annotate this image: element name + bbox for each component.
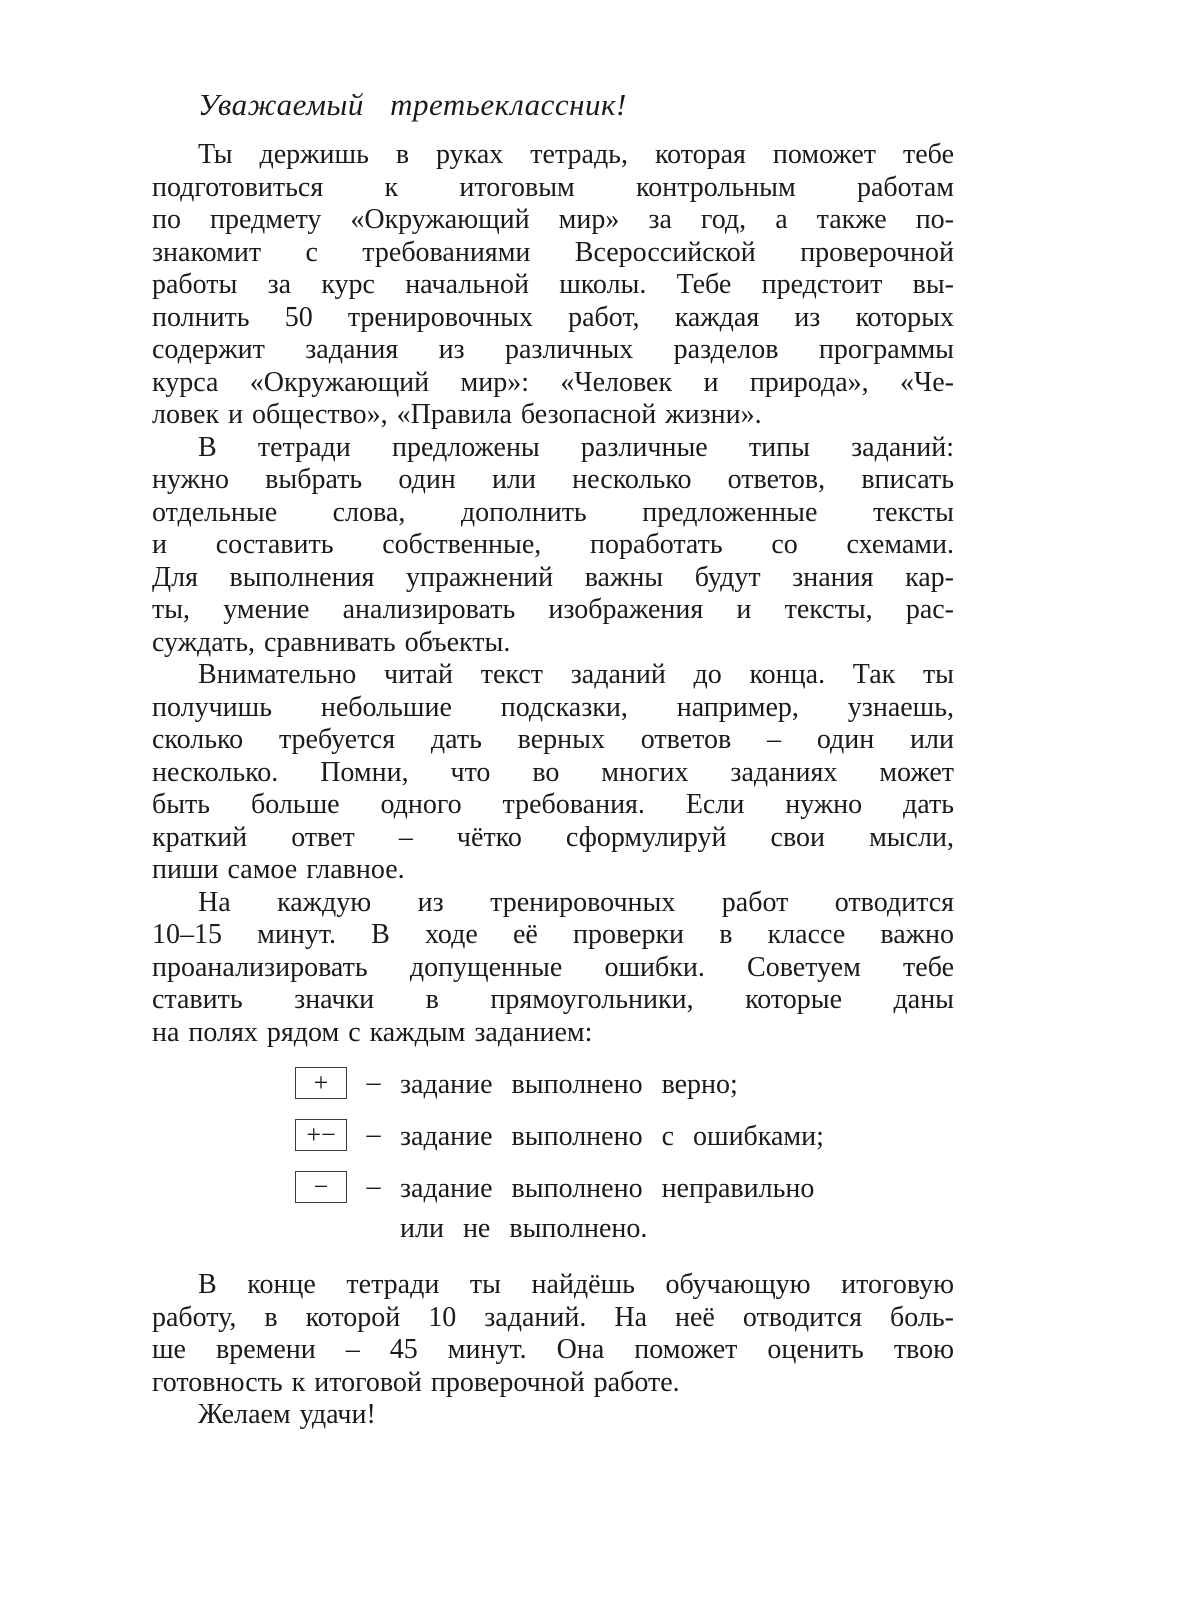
- mark-box: −: [295, 1171, 347, 1203]
- legend-text-line: задание выполнено неправильно: [400, 1173, 815, 1204]
- text-block: [152, 86, 954, 1432]
- text-line: краткий ответ – чётко сформулируй свои мысли,: [152, 821, 954, 853]
- paragraph: [152, 659, 954, 887]
- legend-text: [400, 1117, 824, 1157]
- legend-text-line: задание выполнено с ошибками;: [400, 1121, 824, 1152]
- text-line: содержит задания из различных разделов программы: [152, 334, 954, 365]
- content-sections: [152, 139, 954, 1432]
- text-line: готовность к итоговой проверочной работе.: [152, 1366, 680, 1398]
- text-line: знакомит с требованиями Всероссийской проверочной: [152, 236, 954, 268]
- text-line: пиши самое главное.: [152, 854, 405, 885]
- dash-separator: –: [366, 1067, 381, 1098]
- marks-legend: [295, 1065, 954, 1249]
- text-line: В тетради предложены различные типы заданий:: [198, 431, 954, 463]
- legend-text-line: задание выполнено верно;: [400, 1069, 738, 1100]
- mark-box: +−: [295, 1119, 347, 1151]
- text-line: курса «Окружающий мир»: «Человек и природа», «Че-: [152, 366, 954, 398]
- text-line: проанализировать допущенные ошибки. Советуем тебе: [152, 951, 954, 983]
- text-line: Для выполнения упражнений важны будут знания кар-: [152, 561, 954, 593]
- text-line: на полях рядом с каждым заданием:: [152, 1016, 593, 1048]
- text-line: ставить значки в прямоугольники, которые даны: [152, 984, 954, 1015]
- mark-box: +: [295, 1067, 347, 1099]
- legend-text: [400, 1169, 814, 1249]
- text-line: Внимательно читай текст заданий до конца. Так ты: [198, 659, 954, 690]
- text-line: несколько. Помни, что во многих заданиях может: [152, 756, 954, 788]
- text-line: Желаем удачи!: [198, 1399, 376, 1430]
- text-line: быть больше одного требования. Если нужно дать: [152, 789, 954, 820]
- text-line: В конце тетради ты найдёшь обучающую итоговую: [198, 1269, 954, 1300]
- text-line: работы за курс начальной школы. Тебе предстоит вы-: [152, 269, 954, 300]
- text-line: ты, умение анализировать изображения и тексты, рас-: [152, 594, 954, 625]
- text-line: 10–15 минут. В ходе её проверки в классе важно: [152, 919, 954, 950]
- dash-separator: –: [366, 1171, 381, 1202]
- legend-text: [400, 1065, 738, 1105]
- paragraph: [152, 1269, 954, 1399]
- legend-item: [295, 1169, 954, 1249]
- text-line: На каждую из тренировочных работ отводится: [198, 886, 954, 918]
- paragraph: [152, 1399, 954, 1432]
- text-line: полнить 50 тренировочных работ, каждая из которых: [152, 301, 954, 333]
- legend-text-line: или не выполнено.: [400, 1213, 648, 1244]
- text-line: ше времени – 45 минут. Она поможет оценить твою: [152, 1334, 954, 1365]
- text-line: ловек и общество», «Правила безопасной жизни».: [152, 399, 762, 430]
- text-line: отдельные слова, дополнить предложенные тексты: [152, 496, 954, 528]
- text-line: получишь небольшие подсказки, например, узнаешь,: [152, 691, 954, 723]
- paragraph: [152, 139, 954, 432]
- text-line: подготовиться к итоговым контрольным работам: [152, 171, 954, 203]
- text-line: сколько требуется дать верных ответов – один или: [152, 724, 954, 755]
- page-title: Уважаемый третьеклассник!: [198, 87, 627, 122]
- legend-item: [295, 1065, 954, 1105]
- text-line: и составить собственные, поработать со схемами.: [152, 529, 954, 560]
- text-line: работу, в которой 10 заданий. На неё отводится боль-: [152, 1301, 954, 1333]
- text-line: Ты держишь в руках тетрадь, которая поможет тебе: [198, 139, 954, 170]
- text-line: по предмету «Окружающий мир» за год, а также по-: [152, 204, 954, 235]
- text-line: суждать, сравнивать объекты.: [152, 626, 511, 658]
- text-line: нужно выбрать один или несколько ответов, вписать: [152, 464, 954, 495]
- paragraph: [152, 432, 954, 660]
- legend-item: [295, 1117, 954, 1157]
- paragraph: [152, 887, 954, 1050]
- dash-separator: –: [366, 1119, 381, 1150]
